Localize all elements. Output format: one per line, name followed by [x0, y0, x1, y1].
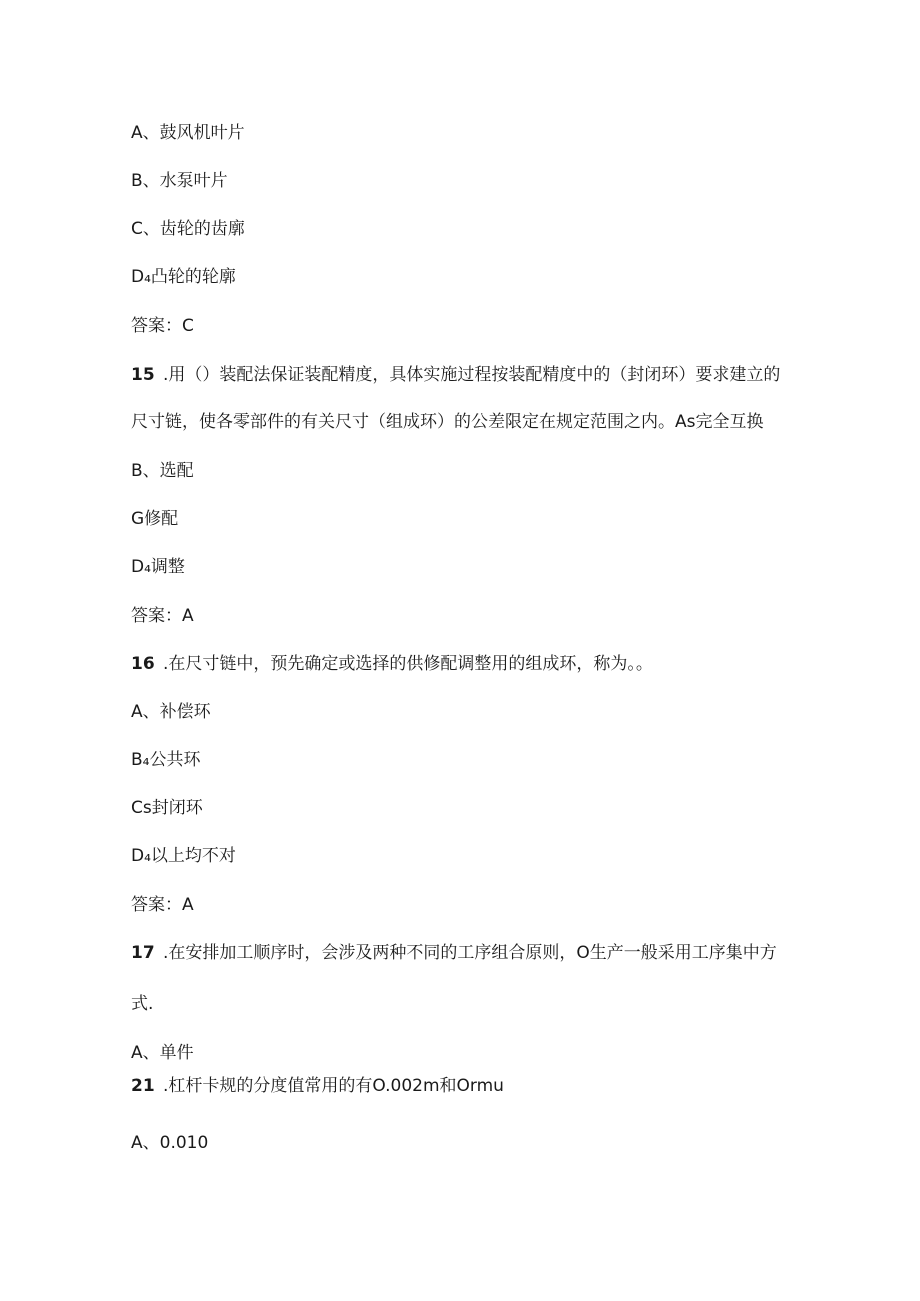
question-21-number: 21	[131, 1076, 155, 1096]
question-17	[131, 942, 777, 964]
question-15	[131, 364, 780, 386]
question-16-number: 16	[131, 654, 155, 674]
option-a-single-piece: A、单件	[131, 1043, 194, 1063]
question-16	[131, 653, 653, 675]
option-c-closing-ring: Cs封闭环	[131, 798, 203, 818]
question-16-text: .在尺寸链中，预先确定或选择的供修配调整用的组成环，称为。。	[163, 654, 653, 674]
answer-16: 答案：A	[131, 895, 194, 915]
question-17-text: .在安排加工顺序时，会涉及两种不同的工序组合原则，O生产一般采用工序集中方	[163, 943, 777, 963]
option-a-compensating-ring: A、补偿环	[131, 702, 211, 722]
answer-14: 答案：C	[131, 316, 194, 336]
question-21-text: .杠杆卡规的分度值常用的有O.002m和Ormu	[163, 1076, 504, 1096]
option-c-repair: G修配	[131, 509, 179, 529]
option-b-pump-blade: B、水泵叶片	[131, 171, 228, 191]
option-a-blower-blade: A、鼓风机叶片	[131, 123, 245, 143]
option-d-cam-profile: D₄凸轮的轮廓	[131, 267, 236, 287]
option-d-none: D₄以上均不对	[131, 846, 236, 866]
option-a-0010: A、0.010	[131, 1133, 209, 1153]
answer-15: 答案：A	[131, 606, 194, 626]
question-17-continuation: 式.	[131, 994, 154, 1014]
option-d-adjust: D₄调整	[131, 557, 185, 577]
question-15-number: 15	[131, 365, 155, 385]
option-b-common-ring: B₄公共环	[131, 750, 201, 770]
question-17-number: 17	[131, 943, 155, 963]
option-b-selective: B、选配	[131, 461, 194, 481]
option-c-gear-profile: C、齿轮的齿廓	[131, 219, 245, 239]
question-21	[131, 1075, 504, 1097]
question-15-text: .用（）装配法保证装配精度，具体实施过程按装配精度中的（封闭环）要求建立的	[163, 365, 781, 385]
question-15-continuation: 尺寸链，使各零部件的有关尺寸（组成环）的公差限定在规定范围之内。As完全互换	[131, 412, 764, 432]
